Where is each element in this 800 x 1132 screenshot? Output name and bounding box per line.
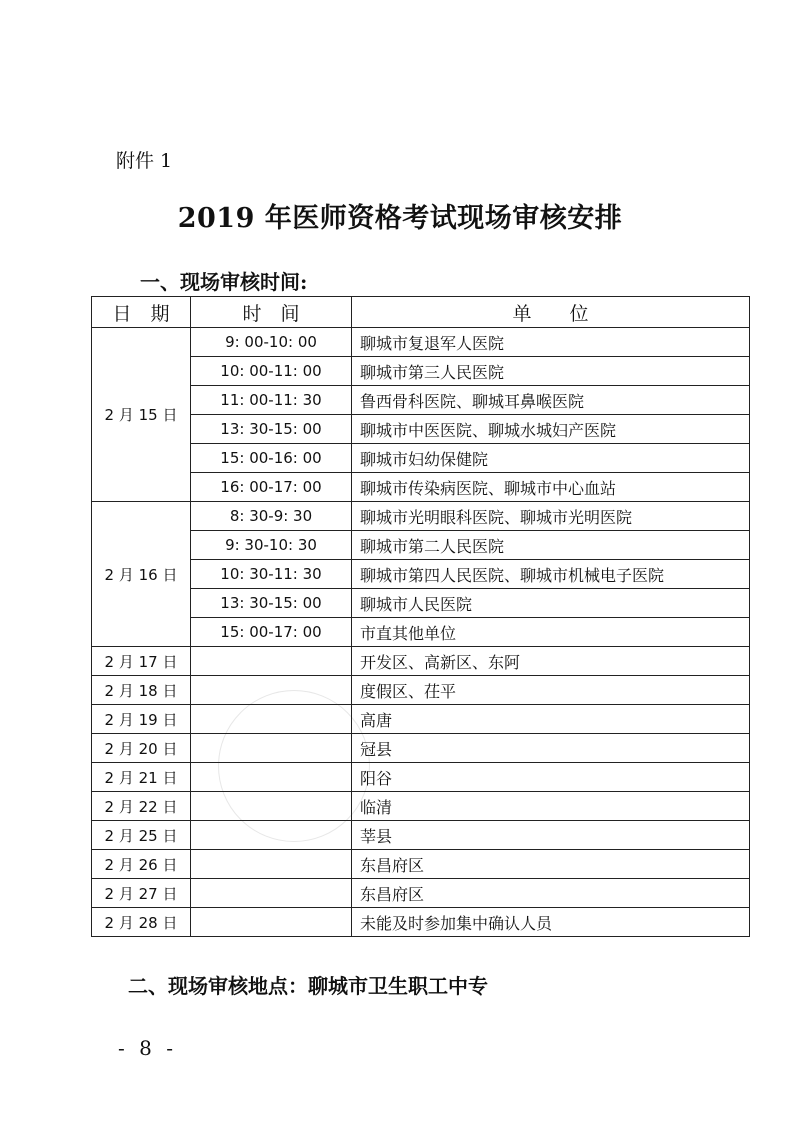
table-row bbox=[92, 328, 750, 357]
unit-cell: 聊城市光明眼科医院、聊城市光明医院 bbox=[352, 502, 750, 531]
table-row bbox=[92, 444, 750, 473]
page-number: - 8 - bbox=[118, 1036, 177, 1060]
table-row bbox=[92, 734, 750, 763]
header-date: 日 期 bbox=[92, 297, 191, 328]
date-cell: 2 月 20 日 bbox=[92, 734, 191, 763]
time-cell: 15: 00-17: 00 bbox=[191, 618, 352, 647]
time-cell-empty bbox=[191, 734, 352, 763]
time-cell-empty bbox=[191, 676, 352, 705]
unit-cell: 聊城市传染病医院、聊城市中心血站 bbox=[352, 473, 750, 502]
date-cell: 2 月 25 日 bbox=[92, 821, 191, 850]
unit-cell: 莘县 bbox=[352, 821, 750, 850]
section2-heading: 二、现场审核地点：聊城市卫生职工中专 bbox=[128, 974, 488, 998]
unit-cell: 东昌府区 bbox=[352, 850, 750, 879]
table-header-row bbox=[92, 297, 750, 328]
document-title: 2019 年医师资格考试现场审核安排 bbox=[177, 203, 623, 234]
time-cell-empty bbox=[191, 792, 352, 821]
attachment-label: 附件 1 bbox=[116, 150, 173, 172]
table-row bbox=[92, 473, 750, 502]
unit-cell: 东昌府区 bbox=[352, 879, 750, 908]
unit-cell: 聊城市第二人民医院 bbox=[352, 531, 750, 560]
table-row bbox=[92, 647, 750, 676]
header-time: 时 间 bbox=[191, 297, 352, 328]
section1-heading: 一、现场审核时间: bbox=[140, 270, 308, 294]
unit-cell: 聊城市妇幼保健院 bbox=[352, 444, 750, 473]
header-unit: 单 位 bbox=[352, 297, 750, 328]
date-cell: 2 月 17 日 bbox=[92, 647, 191, 676]
table-row bbox=[92, 821, 750, 850]
date-cell: 2 月 22 日 bbox=[92, 792, 191, 821]
unit-cell: 度假区、茌平 bbox=[352, 676, 750, 705]
time-cell: 8: 30-9: 30 bbox=[191, 502, 352, 531]
date-cell: 2 月 16 日 bbox=[92, 502, 191, 647]
date-cell: 2 月 27 日 bbox=[92, 879, 191, 908]
schedule-table bbox=[91, 296, 750, 937]
time-cell-empty bbox=[191, 705, 352, 734]
unit-cell: 冠县 bbox=[352, 734, 750, 763]
date-cell: 2 月 26 日 bbox=[92, 850, 191, 879]
table-row bbox=[92, 908, 750, 937]
date-cell: 2 月 19 日 bbox=[92, 705, 191, 734]
time-cell-empty bbox=[191, 647, 352, 676]
time-cell-empty bbox=[191, 763, 352, 792]
table-row bbox=[92, 386, 750, 415]
time-cell: 13: 30-15: 00 bbox=[191, 589, 352, 618]
table-row bbox=[92, 560, 750, 589]
unit-cell: 阳谷 bbox=[352, 763, 750, 792]
unit-cell: 未能及时参加集中确认人员 bbox=[352, 908, 750, 937]
time-cell: 11: 00-11: 30 bbox=[191, 386, 352, 415]
unit-cell: 聊城市第三人民医院 bbox=[352, 357, 750, 386]
date-cell: 2 月 21 日 bbox=[92, 763, 191, 792]
table-row bbox=[92, 763, 750, 792]
unit-cell: 高唐 bbox=[352, 705, 750, 734]
table-row bbox=[92, 618, 750, 647]
table-row bbox=[92, 792, 750, 821]
table-row bbox=[92, 705, 750, 734]
unit-cell: 聊城市复退军人医院 bbox=[352, 328, 750, 357]
table-row bbox=[92, 589, 750, 618]
table-row bbox=[92, 502, 750, 531]
unit-cell: 聊城市第四人民医院、聊城市机械电子医院 bbox=[352, 560, 750, 589]
time-cell: 9: 30-10: 30 bbox=[191, 531, 352, 560]
unit-cell: 市直其他单位 bbox=[352, 618, 750, 647]
date-cell: 2 月 28 日 bbox=[92, 908, 191, 937]
time-cell: 16: 00-17: 00 bbox=[191, 473, 352, 502]
time-cell-empty bbox=[191, 850, 352, 879]
table-row bbox=[92, 879, 750, 908]
table-row bbox=[92, 415, 750, 444]
table-row bbox=[92, 850, 750, 879]
date-cell: 2 月 15 日 bbox=[92, 328, 191, 502]
table-row bbox=[92, 676, 750, 705]
unit-cell: 聊城市中医医院、聊城水城妇产医院 bbox=[352, 415, 750, 444]
unit-cell: 鲁西骨科医院、聊城耳鼻喉医院 bbox=[352, 386, 750, 415]
time-cell-empty bbox=[191, 879, 352, 908]
unit-cell: 聊城市人民医院 bbox=[352, 589, 750, 618]
time-cell: 10: 30-11: 30 bbox=[191, 560, 352, 589]
time-cell: 13: 30-15: 00 bbox=[191, 415, 352, 444]
time-cell: 9: 00-10: 00 bbox=[191, 328, 352, 357]
table-row bbox=[92, 531, 750, 560]
date-cell: 2 月 18 日 bbox=[92, 676, 191, 705]
time-cell: 15: 00-16: 00 bbox=[191, 444, 352, 473]
table-row bbox=[92, 357, 750, 386]
time-cell-empty bbox=[191, 908, 352, 937]
time-cell: 10: 00-11: 00 bbox=[191, 357, 352, 386]
unit-cell: 开发区、高新区、东阿 bbox=[352, 647, 750, 676]
time-cell-empty bbox=[191, 821, 352, 850]
unit-cell: 临清 bbox=[352, 792, 750, 821]
